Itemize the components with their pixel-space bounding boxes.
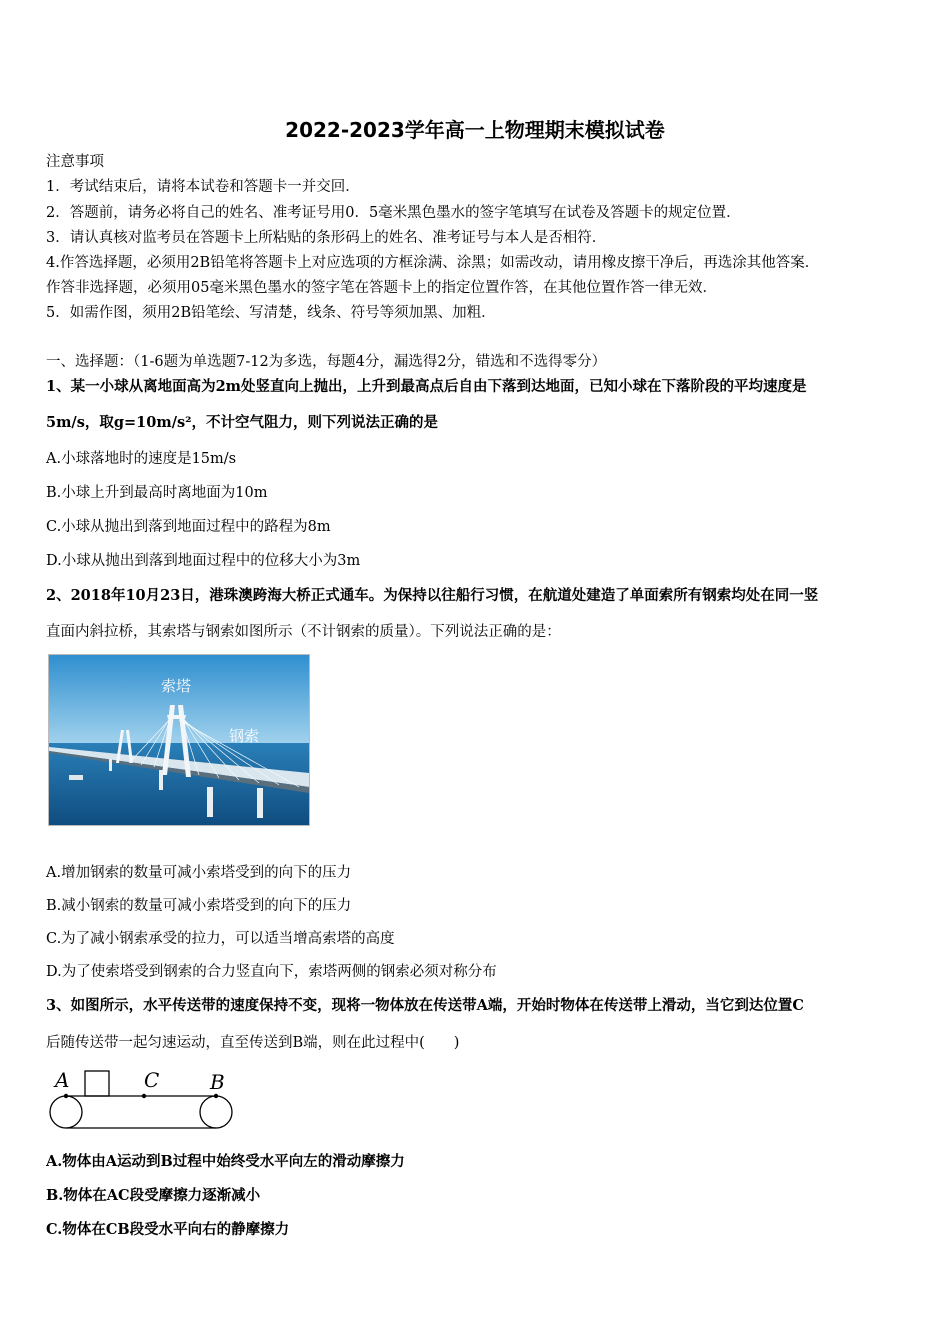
point-a-dot	[64, 1094, 68, 1098]
tower-label: 索塔	[161, 677, 192, 695]
notice-item: 3．请认真核对监考员在答题卡上所粘贴的条形码上的姓名、准考证号与本人是否相符．	[46, 230, 607, 246]
q2-stem-line1: 2、2018年10月23日，港珠澳跨海大桥正式通车。为保持以往船行习惯，在航道处建造了单面索所有钢索均处在同一竖	[46, 587, 819, 604]
q1-option-b: B.小球上升到最高时离地面为10m	[46, 485, 268, 501]
point-c-dot	[142, 1094, 146, 1098]
label-a: A	[55, 1068, 70, 1092]
q3-option-c: C.物体在CB段受水平向右的静摩擦力	[46, 1221, 290, 1238]
q1-option-d: D.小球从抛出到落到地面过程中的位移大小为3m	[46, 553, 361, 569]
q2-option-d: D.为了使索塔受到钢索的合力竖直向下，索塔两侧的钢索必须对称分布	[46, 964, 497, 980]
q1-option-c: C.小球从抛出到落到地面过程中的路程为8m	[46, 519, 331, 535]
q3-stem-line1: 3、如图所示，水平传送带的速度保持不变，现将一物体放在传送带A端，开始时物体在传送带上滑动，当它到达位置C	[46, 997, 804, 1014]
notice-item: 5．如需作图，须用2B铅笔绘、写清楚，线条、符号等须加黑、加粗．	[46, 305, 496, 321]
left-roller	[50, 1096, 82, 1128]
q1-stem-line1: 1、某一小球从离地面高为2m处竖直向上抛出，上升到最高点后自由下落到达地面，已知小球在下落阶段的平均速度是	[46, 378, 807, 395]
notice-item: 1．考试结束后，请将本试卷和答题卡一并交回．	[46, 179, 360, 195]
notice-item: 2．答题前，请务必将自己的姓名、准考证号用0．5毫米黑色墨水的签字笔填写在试卷及答题卡的规定位置．	[46, 205, 741, 221]
section-heading: 一、选择题：（1-6题为单选题7-12为多选，每题4分，漏选得2分，错选和不选得零分）	[46, 354, 607, 370]
q1-option-a: A.小球落地时的速度是15m/s	[46, 451, 237, 467]
q3-stem-line2: 后随传送带一起匀速运动，直至传送到B端，则在此过程中( )	[46, 1035, 460, 1051]
q2-stem-line2: 直面内斜拉桥，其索塔与钢索如图所示（不计钢索的质量）。下列说法正确的是：	[46, 624, 561, 640]
label-c: C	[144, 1068, 160, 1092]
q3-option-b: B.物体在AC段受摩擦力逐渐减小	[46, 1187, 261, 1204]
notice-item: 4.作答选择题，必须用2B铅笔将答题卡上对应选项的方框涂满、涂黑；如需改动，请用橡皮擦干净后，再选涂其他答案．	[46, 255, 820, 271]
label-b: B	[210, 1070, 225, 1094]
block-object	[85, 1071, 109, 1096]
conveyor-belt-diagram	[46, 1066, 238, 1136]
q3-option-a: A.物体由A运动到B过程中始终受水平向左的滑动摩擦力	[46, 1153, 405, 1170]
q1-stem-line2: 5m/s，取g=10m/s²，不计空气阻力，则下列说法正确的是	[46, 414, 439, 431]
q2-option-a: A.增加钢索的数量可减小索塔受到的向下的压力	[46, 865, 352, 881]
point-b-dot	[214, 1094, 218, 1098]
cable-label: 钢索	[229, 727, 260, 745]
page-title: 2022-2023学年高一上物理期末模拟试卷	[285, 118, 665, 142]
q2-option-b: B.减小钢索的数量可减小索塔受到的向下的压力	[46, 898, 352, 914]
notice-heading: 注意事项	[46, 154, 104, 170]
q2-option-c: C.为了减小钢索承受的拉力，可以适当增高索塔的高度	[46, 931, 395, 947]
bridge-photo	[48, 654, 310, 826]
notice-item: 作答非选择题，必须用05毫米黑色墨水的签字笔在答题卡上的指定位置作答，在其他位置作答一律无效．	[46, 280, 717, 296]
right-roller	[200, 1096, 232, 1128]
